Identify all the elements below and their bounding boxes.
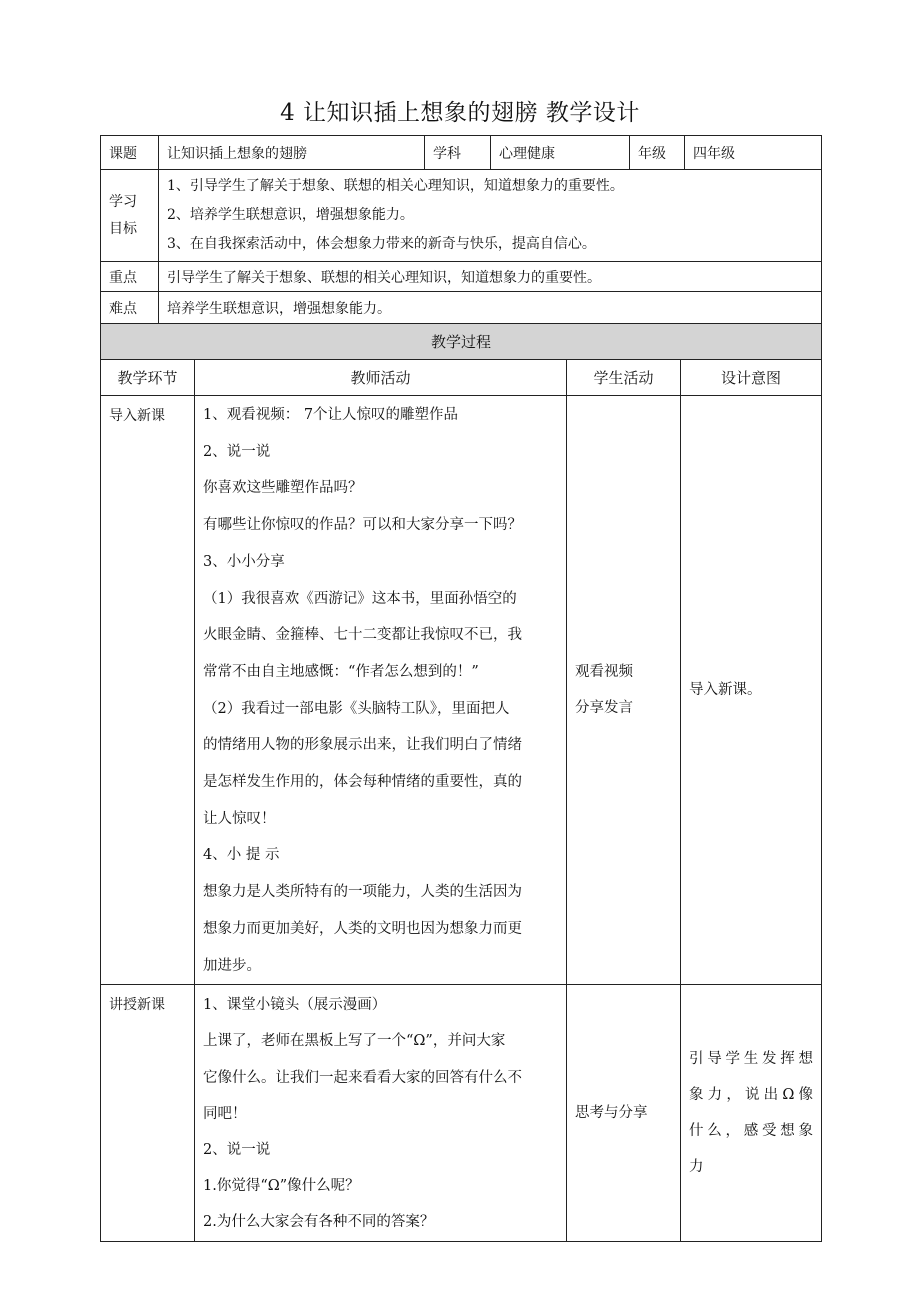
intent-line: 力 [689,1158,704,1175]
subject-value: 心理健康 [491,136,630,170]
teacher-line: 2、说一说 [203,443,271,460]
goal-item: 1、引导学生了解关于想象、联想的相关心理知识，知道想象力的重要性。 [167,178,624,194]
teacher-line: 有哪些让你惊叹的作品？可以和大家分享一下吗？ [203,517,522,534]
teacher-line: 1、课堂小镜头（展示漫画） [203,997,387,1014]
teacher-line: （2）我看过一部电影《头脑特工队》，里面把人 [203,700,510,717]
teacher-line: 的情绪用人物的形象展示出来，让我们明白了情绪 [203,737,522,754]
topic-value: 让知识插上想象的翅膀 [159,136,425,170]
teacher-line: （1）我很喜欢《西游记》这本书，里面孙悟空的 [203,590,517,607]
column-header-stage: 教学环节 [101,360,195,396]
teacher-line: 加进步。 [203,957,261,974]
teacher-line: 想象力是人类所特有的一项能力，人类的生活因为 [203,884,522,901]
teacher-line: 上课了，老师在黑板上写了一个“Ω”，并问大家 [203,1033,506,1050]
goal-item: 3、在自我探索活动中，体会想象力带来的新奇与快乐，提高自信心。 [167,236,596,252]
student-line: 分享发言 [575,700,633,717]
goals-list [159,170,822,262]
design-intent [681,396,822,985]
process-header: 教学过程 [101,324,822,360]
key-point-value: 引导学生了解关于想象、联想的相关心理知识，知道想象力的重要性。 [159,262,822,292]
column-header-student: 学生活动 [567,360,681,396]
teacher-line: 同吧！ [203,1105,247,1122]
student-activity [567,985,681,1241]
topic-row [101,136,822,170]
goal-item: 2、培养学生联想意识，增强想象能力。 [167,207,414,223]
intent-line: 导入新课。 [689,682,762,699]
key-point-row [101,262,822,292]
stage-row-new-lesson [101,985,822,1241]
design-intent [681,985,822,1241]
document-title: 4 让知识插上想象的翅膀 教学设计 [280,100,640,126]
student-line: 观看视频 [575,664,633,681]
teacher-line: 想象力而更加美好，人类的文明也因为想象力而更 [203,920,522,937]
stage-row-intro [101,396,822,985]
teacher-activity [195,396,567,985]
goals-label-line: 学习 [109,193,137,210]
subject-label: 学科 [425,136,491,170]
topic-label: 课题 [101,136,159,170]
teacher-line: 1.你觉得“Ω”像什么呢？ [203,1178,360,1195]
intent-line: 象力，说出Ω像 [689,1086,814,1103]
student-line: 思考与分享 [575,1104,648,1121]
goals-label [101,170,159,262]
column-header-intent: 设计意图 [681,360,822,396]
teacher-line: 它像什么。让我们一起来看看大家的回答有什么不 [203,1069,522,1086]
difficulty-label: 难点 [101,292,159,324]
stage-label: 讲授新课 [101,985,195,1241]
teacher-line: 2、说一说 [203,1142,271,1159]
teacher-line: 你喜欢这些雕塑作品吗？ [203,480,363,497]
teacher-line: 1、观看视频： 7个让人惊叹的雕塑作品 [203,407,459,423]
grade-value: 四年级 [685,136,822,170]
goals-row [101,170,822,262]
teacher-line: 4、小 提 示 [203,847,280,864]
student-activity [567,396,681,985]
teacher-activity [195,985,567,1241]
teacher-line: 是怎样发生作用的，体会每种情绪的重要性，真的 [203,774,522,791]
column-header-row [101,360,822,396]
teacher-line: 2.为什么大家会有各种不同的答案？ [203,1214,435,1231]
intent-line: 引导学生发挥想 [689,1050,814,1067]
difficulty-value: 培养学生联想意识，增强想象能力。 [159,292,822,324]
stage-label: 导入新课 [101,396,195,985]
column-header-teacher: 教师活动 [195,360,567,396]
course-info-table [100,135,822,324]
key-point-label: 重点 [101,262,159,292]
teacher-line: 火眼金睛、金箍棒、七十二变都让我惊叹不已，我 [203,627,522,644]
teacher-line: 常常不由自主地感慨：“作者怎么想到的！” [203,663,479,680]
teaching-process-table [100,323,822,1242]
grade-label: 年级 [630,136,685,170]
goals-label-line: 目标 [109,220,137,237]
difficulty-row [101,292,822,324]
teacher-line: 让人惊叹！ [203,810,276,827]
intent-line: 什么，感受想象 [689,1122,814,1139]
process-header-row [101,324,822,360]
teacher-line: 3、小小分享 [203,553,285,570]
